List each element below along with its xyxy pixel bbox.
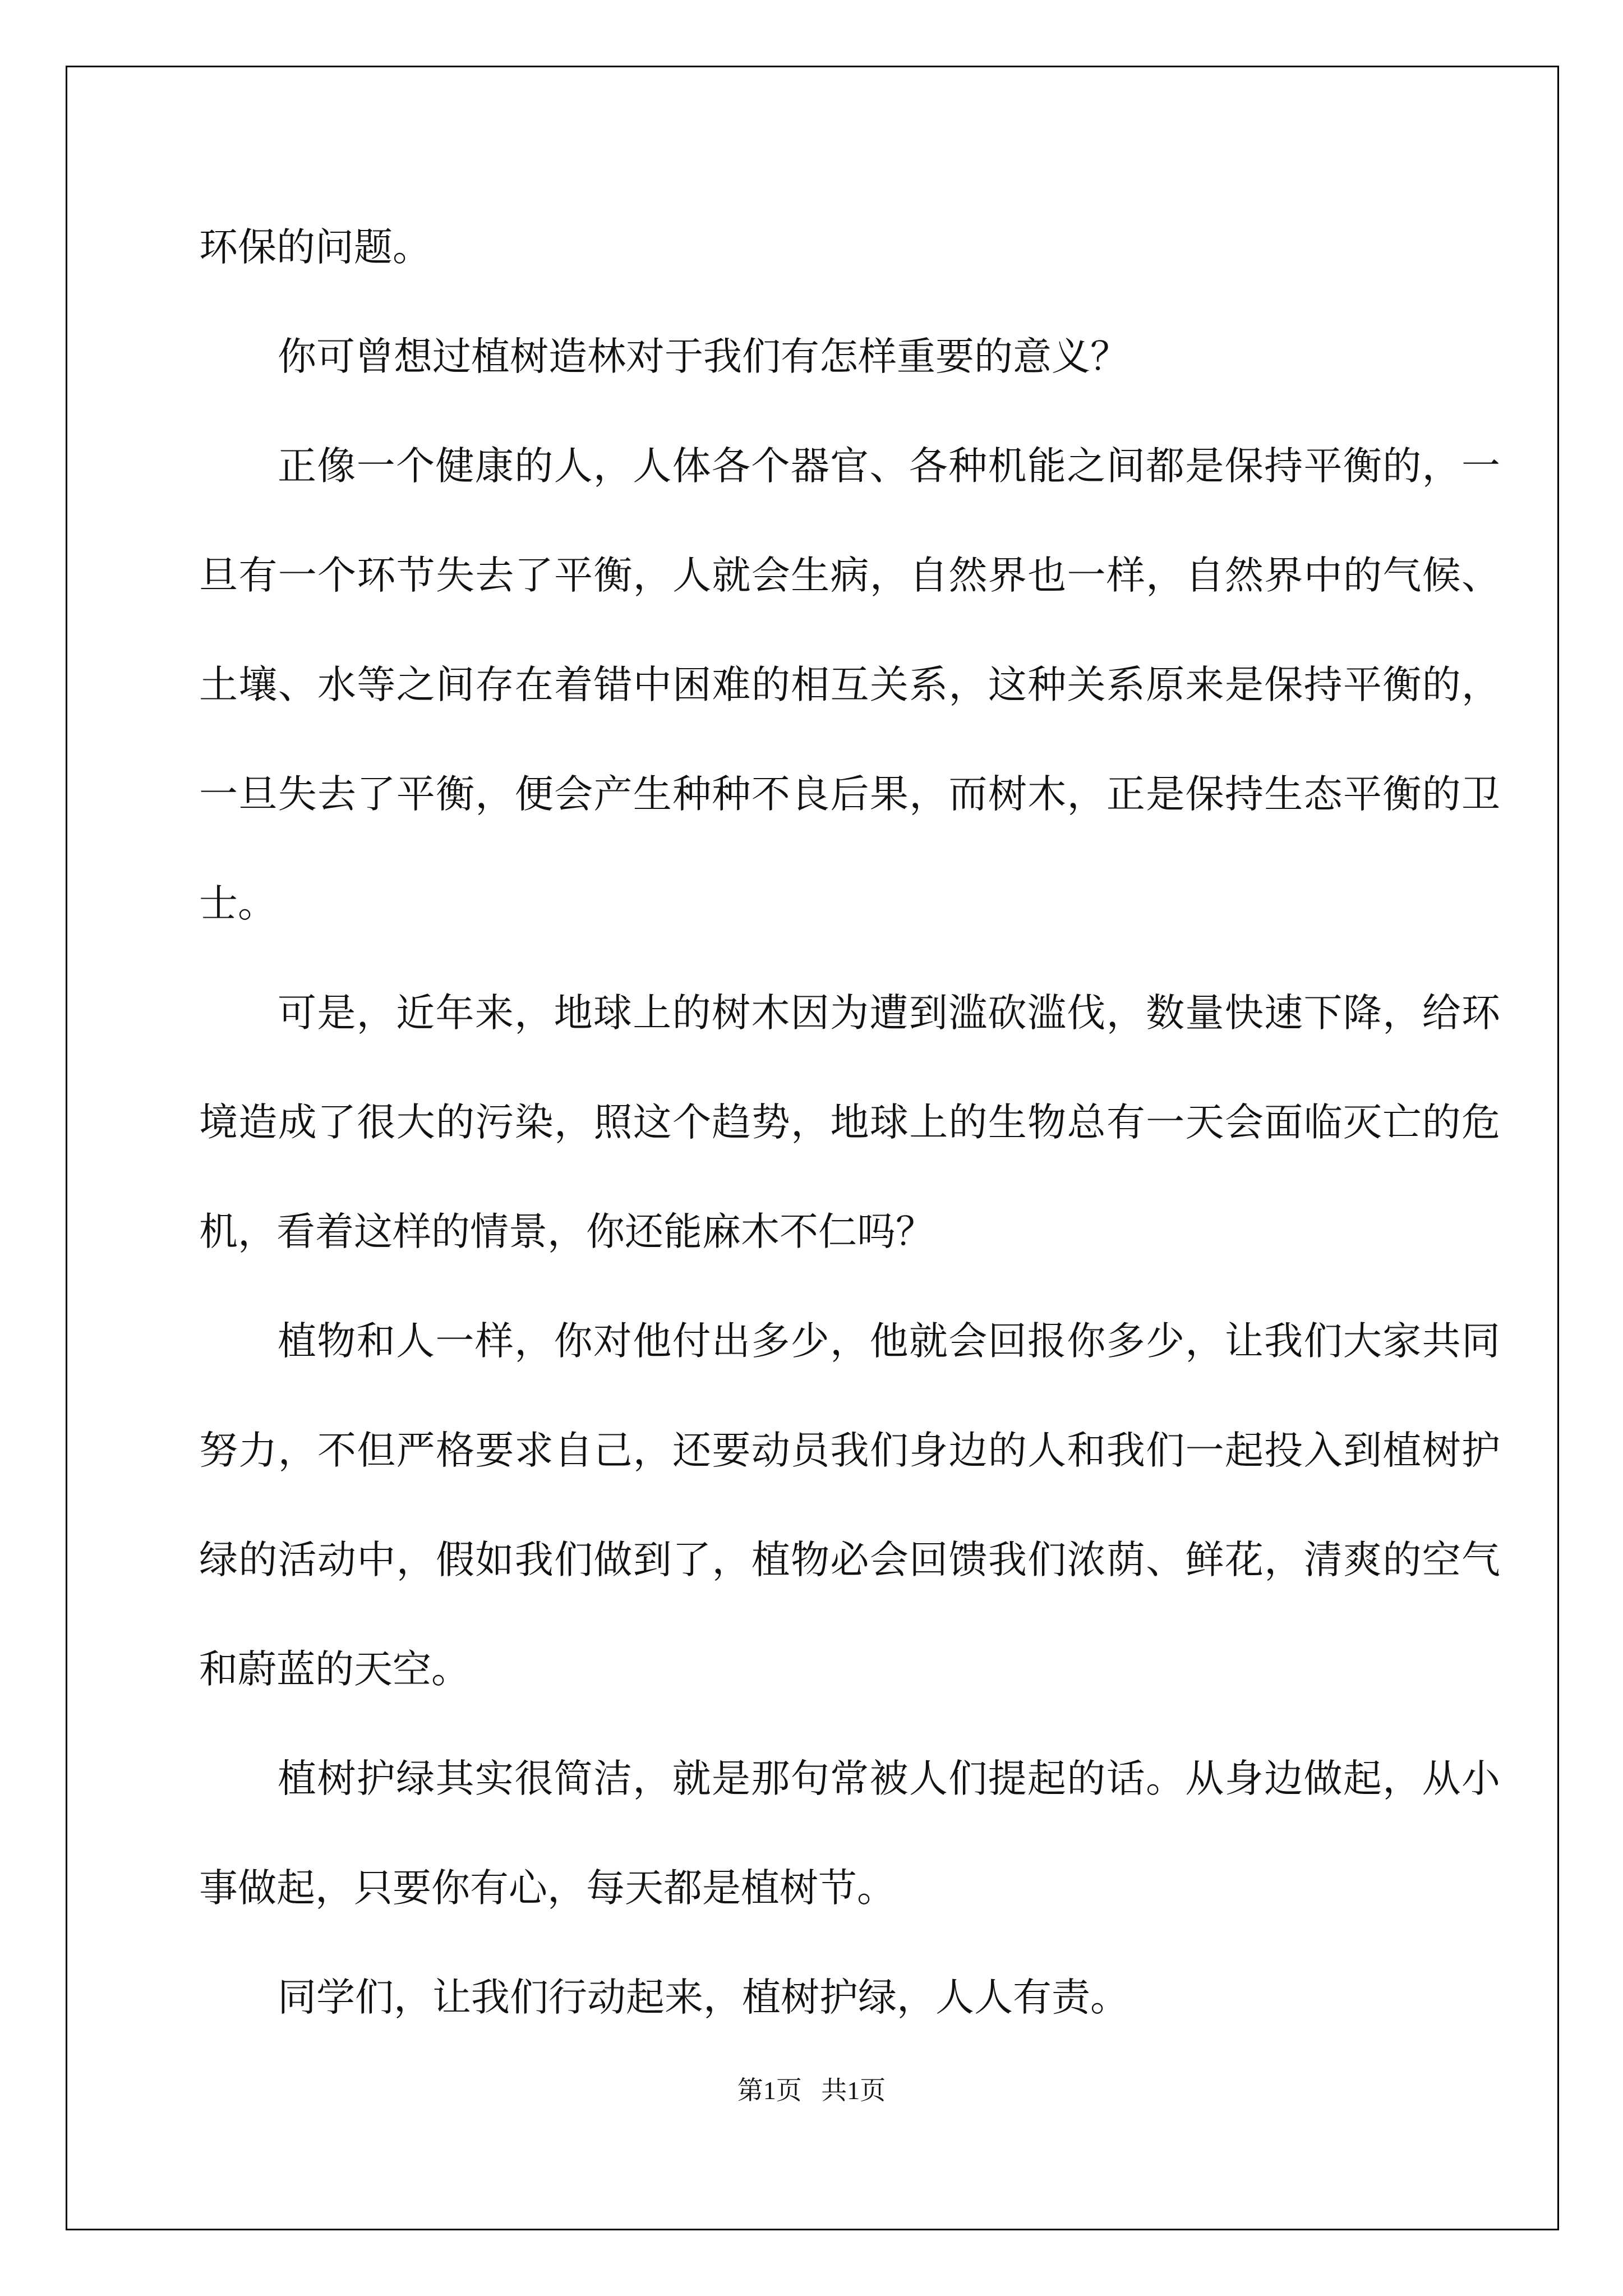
paragraph-question: 你可曾想过植树造林对于我们有怎样重要的意义？ bbox=[278, 334, 1129, 379]
paragraph-continuation: 环保的问题。 bbox=[199, 225, 431, 270]
page-footer bbox=[0, 2070, 1623, 2107]
paragraph-closing: 同学们，让我们行动起来，植树护绿，人人有责。 bbox=[278, 1975, 1129, 2020]
paragraph-call-to-action: 植物和人一样，你对他付出多少，他就会回报你多少，让我们大家共同努力，不但严格要求自己，还要动员我们身边的人和我们一起投入到植树护绿的活动中，假如我们做到了，植物必会回馈我们浓荫、鲜花，清爽的空气和蔚蓝的天空。 bbox=[199, 1319, 1500, 1692]
paragraph-balance: 正像一个健康的人，人体各个器官、各种机能之间都是保持平衡的，一旦有一个环节失去了平衡，人就会生病，自然界也一样，自然界中的气候、土壤、水等之间存在着错中困难的相互关系，这种关系原来是保持平衡的，一旦失去了平衡，便会产生种种不良后果，而树木，正是保持生态平衡的卫士。 bbox=[199, 444, 1500, 926]
document-body bbox=[199, 193, 1500, 2053]
page-total: 共1页 bbox=[821, 2076, 886, 2105]
page-number: 第1页 bbox=[737, 2076, 802, 2105]
paragraph-deforestation: 可是，近年来，地球上的树木因为遭到滥砍滥伐，数量快速下降，给环境造成了很大的污染，照这个趋势，地球上的生物总有一天会面临灭亡的危机，看着这样的情景，你还能麻木不仁吗？ bbox=[199, 991, 1500, 1254]
paragraph-simple: 植树护绿其实很简洁，就是那句常被人们提起的话。从身边做起，从小事做起，只要你有心，每天都是植树节。 bbox=[199, 1756, 1500, 1911]
